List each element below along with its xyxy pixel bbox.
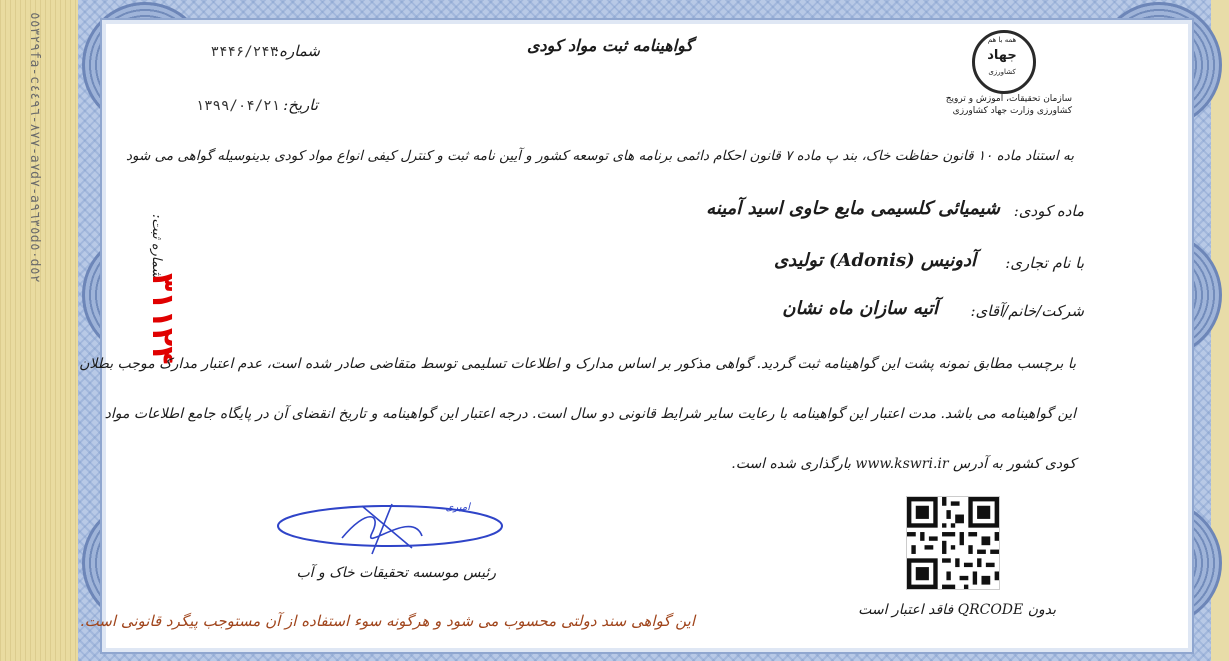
body-line-1: با برچسب مطابق نمونه پشت این گواهینامه ثبت گردید. گواهی مذکور بر اساس مدارک و اطلاعات تسلیمی توسط متقاضی صادر شده است، عدم اعتبار مدارک موجب بطلان xyxy=(79,356,1076,372)
logo-bottom-text: کشاورزی xyxy=(988,68,1016,76)
number-value: ۳۴۴۶/۲۴۳ xyxy=(210,44,278,60)
document-id-code: ٥٥٣٢٩fa-c٨٧٧-٤٤٩٦-a٧d٧-a٩٦٣٥d٥٠d٥٢ xyxy=(27,12,42,283)
certificate-title: گواهینامه ثبت مواد کودی xyxy=(526,36,694,55)
material-value: شیمیائی کلسیمی مایع حاوی اسید آمینه xyxy=(706,198,1000,219)
date-value: ۱۳۹۹/۰۴/۲۱ xyxy=(195,98,280,114)
legal-notice: این گواهی سند دولتی محسوب می شود و هرگونه سوء استفاده از آن مستوجب پیگرد قانونی است. xyxy=(79,612,695,630)
date-label: تاریخ: xyxy=(283,96,318,114)
signature-scribble xyxy=(272,498,510,568)
brand-label: با نام تجاری: xyxy=(1005,254,1084,272)
qr-code xyxy=(906,496,1000,590)
qr-validity-note: بدون QRCODE فاقد اعتبار است xyxy=(858,602,1056,618)
material-label: ماده کودی: xyxy=(1013,202,1084,220)
body-line-2: این گواهینامه می باشد. مدت اعتبار این گواهینامه با رعایت سایر شرایط قانونی دو سال است. درجه اعتبار این گواهینامه و تاریخ انقضای آن در پایگاه جامع اطلاعات مواد xyxy=(104,406,1076,422)
company-value: آتیه سازان ماه نشان xyxy=(782,298,938,319)
number-label: شماره: xyxy=(274,42,320,60)
registration-number: ۳۱۱۲۴ xyxy=(145,273,180,365)
logo-top-text: همه با هم xyxy=(987,36,1017,44)
brand-value: آدونیس (Adonis) تولیدی xyxy=(773,250,976,271)
body-line-3: کودی کشور به آدرس www.kswri.ir بارگذاری شده است. xyxy=(731,456,1076,472)
org-name-line2: کشاورزی وزارت جهاد کشاورزی xyxy=(952,106,1072,116)
signature-name: امیری xyxy=(445,502,470,513)
registration-label: شماره ثبت: xyxy=(149,213,164,278)
signatory-title: رئیس موسسه تحقیقات خاک و آب xyxy=(296,565,496,581)
org-name-line1: سازمان تحقیقات، آموزش و ترویج xyxy=(945,94,1072,104)
company-label: شرکت/خانم/آقای: xyxy=(970,302,1084,320)
intro-text: به استناد ماده ۱۰ قانون حفاظت خاک، بند پ ماده ۷ قانون احکام دائمی برنامه های توسعه کشور و آیین نامه ثبت و کنترل کیفی انواع مواد کودی بدینوسیله گواهی می شود xyxy=(126,148,1074,164)
logo-main-text: جهاد xyxy=(987,48,1017,63)
